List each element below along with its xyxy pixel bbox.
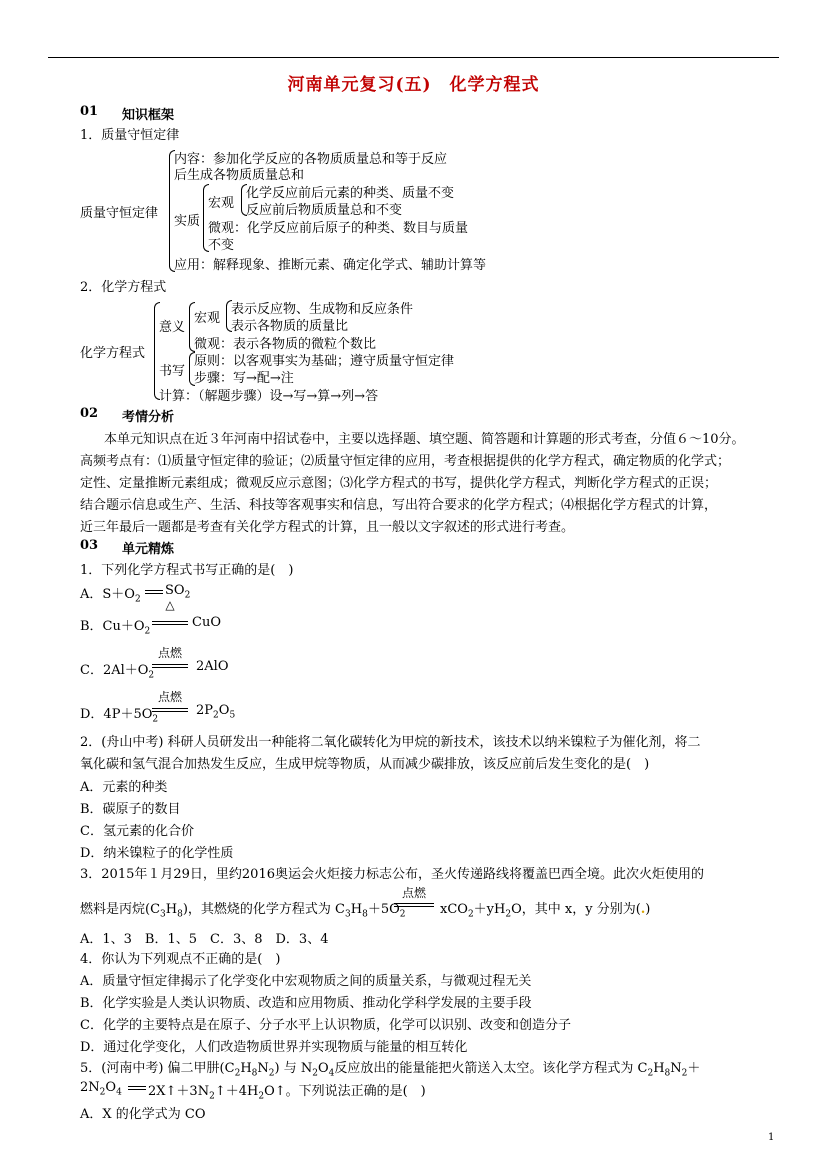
option-a: A．X 的化学式为 CO	[80, 1107, 206, 1122]
question-text: 3．2015年１月29日，里约2016奥运会火炬接力标志公布，圣火传递路线将覆盖巴西全境。此次火炬使用的	[80, 867, 704, 882]
diagram-root: 质量守恒定律	[80, 206, 159, 221]
question-text: 燃料是丙烷$(C_3H_8)$，其燃烧的化学方程式为 $C_3H_8+5O_2$	[80, 902, 406, 920]
option-d: D．$4P+5O_2$	[80, 707, 159, 725]
paragraph-line: 高频考点有：⑴质量守恒定律的验证；⑵质量守恒定律的应用，考查根据提供的化学方程式，确定物质的化学式；	[80, 454, 731, 469]
option-b: B．$Cu+O_2$	[80, 619, 151, 637]
diagram-text: 步骤：写→配→注	[194, 371, 294, 386]
diagram-node: 书写	[159, 364, 186, 379]
option-a-product: $SO_2$	[165, 583, 191, 601]
question-options: A．1、3 B．1、5 C．3、8 D．3、4	[80, 932, 329, 947]
section-heading: 考情分析	[122, 410, 175, 425]
section-heading: 单元精炼	[122, 542, 175, 557]
option-c: C．氢元素的化合价	[80, 824, 194, 839]
topic-heading: 2．化学方程式	[80, 280, 167, 295]
diagram-text: 内容：参加化学反应的各物质质量总和等于反应	[174, 152, 448, 167]
equals-sign	[152, 621, 188, 625]
question-text: 5．(河南中考) 偏二甲肼$(C_2H_8N_2)$ 与 $N_2O_4$反应放出的能量能把火箭送入太空。该化学方程式为 $C_2H_8N_2+$	[80, 1061, 701, 1079]
diagram-text: 原则：以客观事实为基础；遵守质量守恒定律	[194, 354, 455, 369]
option-c-product: 2AlO	[196, 659, 229, 674]
option-b-product: CuO	[192, 615, 221, 630]
diagram-text: 微观：表示各物质的微粒个数比	[194, 337, 377, 352]
reaction-condition: 点燃	[401, 886, 426, 900]
diagram-text: 表示各物质的质量比	[231, 319, 349, 334]
question-text: 2．(舟山中考) 科研人员研发出一种能将二氧化碳转化为甲烷的新技术，该技术以纳米镍粒子为催化剂，将二	[80, 735, 701, 750]
reaction-condition: 点燃	[157, 646, 182, 660]
question-text: $xCO_2+yH_2O$，其中 x，y 分别为(.)	[440, 902, 651, 920]
equals-sign	[152, 664, 188, 668]
diagram-text: 计算：（解题步骤）设→写→算→列→答	[159, 389, 379, 404]
diagram-text: 应用：解释现象、推断元素、确定化学式、辅助计算等	[174, 258, 487, 273]
page-number: 1	[768, 1132, 775, 1143]
diagram-node: 宏观	[194, 311, 221, 326]
section-heading: 知识框架	[122, 108, 175, 123]
section-number: 03	[80, 538, 99, 553]
option-d: D．纳米镍粒子的化学性质	[80, 846, 234, 861]
reaction-condition: △	[165, 598, 175, 612]
option-b: B．碳原子的数目	[80, 802, 181, 817]
question-text: $2X↑+3N_2↑+4H_2O↑$。下列说法正确的是( )	[148, 1084, 426, 1102]
diagram-text: 反应前后物质质量总和不变	[246, 203, 403, 218]
diagram-text: 不变	[208, 238, 235, 253]
diagram-text: 后生成各物质质量总和	[174, 168, 305, 183]
section-number: 01	[80, 104, 99, 119]
diagram-text: 化学反应前后元素的种类、质量不变	[246, 186, 455, 201]
reaction-condition: 点燃	[157, 690, 182, 704]
option-a: A．元素的种类	[80, 780, 168, 795]
diagram-node: 宏观	[208, 196, 235, 211]
diagram-node: 意义	[159, 320, 186, 335]
diagram-text: 微观：化学反应前后原子的种类、数目与质量	[208, 221, 469, 236]
question-stem: 4．你认为下列观点不正确的是( )	[80, 952, 281, 967]
page-title: 河南单元复习(五) 化学方程式	[287, 75, 540, 95]
section-number: 02	[80, 406, 99, 421]
question-stem: 1．下列化学方程式书写正确的是( )	[80, 563, 294, 578]
topic-heading: 1．质量守恒定律	[80, 128, 180, 143]
paragraph-line: 本单元知识点在近３年河南中招试卷中，主要以选择题、填空题、简答题和计算题的形式考查，分值６～10分。	[104, 432, 745, 447]
option-c: C．$2Al+O_2$	[80, 663, 155, 681]
diagram-text: 表示反应物、生成物和反应条件	[231, 302, 414, 317]
diagram-root: 化学方程式	[80, 346, 146, 361]
paragraph-line: 近三年最后一题都是考查有关化学方程式的计算，且一般以文字叙述的形式进行考查。	[80, 520, 575, 535]
option-d: D．通过化学变化，人们改造物质世界并实现物质与能量的相互转化	[80, 1040, 468, 1055]
option-a: A．$S+O_2$	[80, 587, 141, 605]
option-a: A．质量守恒定律揭示了化学变化中宏观物质之间的质量关系，与微观过程无关	[80, 974, 532, 989]
option-b: B．化学实验是人类认识物质、改造和应用物质、推动化学科学发展的主要手段	[80, 996, 532, 1011]
equals-sign	[128, 1086, 146, 1090]
option-d-product: $2P_2O_5$	[196, 703, 236, 721]
equals-sign	[394, 903, 434, 907]
header-rule	[48, 57, 779, 58]
question-text: 氧化碳和氢气混合加热发生反应，生成甲烷等物质，从而减少碳排放，该反应前后发生变化的是( )	[80, 757, 650, 772]
option-c: C．化学的主要特点是在原子、分子水平上认识物质，化学可以识别、改变和创造分子	[80, 1018, 571, 1033]
paragraph-line: 结合题示信息或生产、生活、科技等客观事实和信息，写出符合要求的化学方程式；⑷根据化学方程式的计算，	[80, 498, 718, 513]
question-text: $2N_2O_4$	[80, 1080, 122, 1098]
diagram-node: 实质	[174, 214, 201, 229]
paragraph-line: 定性、定量推断元素组成；微观反应示意图；⑶化学方程式的书写，提供化学方程式，判断化学方程式的正误；	[80, 476, 718, 491]
equals-sign	[145, 590, 163, 594]
equals-sign	[152, 708, 188, 712]
